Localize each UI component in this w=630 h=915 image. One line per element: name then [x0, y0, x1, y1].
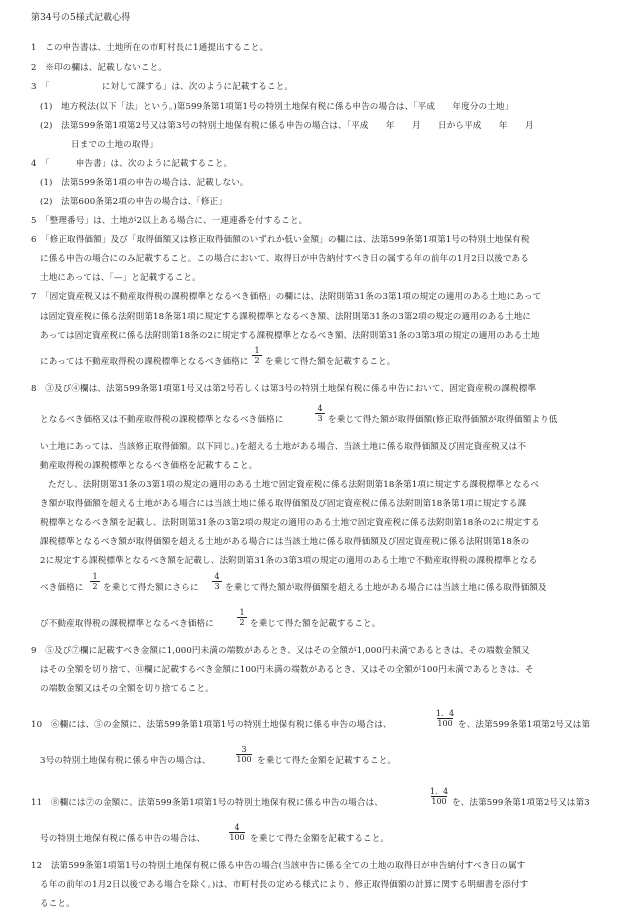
item-2: 2 ※印の欄は、記載しないこと。 [31, 63, 167, 73]
fraction-half: 1 2 [234, 608, 250, 627]
item-9: 9 ⑤及び⑦欄に記載すべき金額に1,000円未満の端数があるとき、又はその全額が1,000円未満であるときは、その端数金額又 [31, 646, 530, 656]
fraction-3-100: 3 100 [236, 745, 252, 764]
item-10: 10 ⑥欄には、⑤の金額に、法第599条第1項第1号の特別土地保有税に係る申告の場合は、 [31, 720, 392, 730]
item-7-cont: は固定資産税に係る法附則第18条第1項に規定する課税標準となるべき額、法附則第31条の3第2項の規定の適用のある土地に [40, 312, 532, 322]
item-6: 6 「修正取得価額」及び「取得価額又は修正取得価額のいずれか低い金額」の欄には、法第599条第1項第1号の特別土地保有税 [31, 235, 530, 245]
item-12: 12 法第599条第1項第1号の特別土地保有税に係る申告の場合(当該申告に係る全ての土地の取得日が申告納付すべき日の属す [31, 861, 526, 871]
item-9-cont: はその全額を切り捨て、⑪欄に記載するべき金額に100円未満の端数があるとき、又はその全額が100円未満であるときは、そ [40, 665, 534, 675]
item-6-cont: 土地にあっては、「—」と記載すること。 [40, 273, 201, 283]
fraction-half: 1 2 [87, 572, 103, 591]
item-8-cont: 動産取得税の課税標準となるべき価格を記載すること。 [40, 461, 258, 471]
fraction-1-4-100: 1．4 100 [435, 709, 455, 728]
item-6-cont: に係る申告の場合にのみ記載すること。この場合において、取得日が申告納付すべき日の属する年の前年の1月2日以後である [40, 254, 529, 264]
item-8-proviso-cont: を乗じて得た額にさらに [103, 583, 199, 593]
item-10-cont: を乗じて得た金額を記載すること。 [257, 756, 397, 766]
fraction-four-thirds: 4 3 [312, 404, 328, 423]
item-3-2: (2) 法第599条第1項第2号又は第3号の特別土地保有税に係る申告の場合は、「平成 年 月 日から平成 年 月 [40, 121, 534, 131]
item-4: 4 「 申告書」は、次のように記載すること。 [31, 159, 233, 169]
item-11-cont: 号の特別土地保有税に係る申告の場合は、 [40, 834, 206, 844]
item-8-cont: となるべき価格又は不動産取得税の課税標準となるべき価格に [40, 415, 284, 425]
item-8: 8 ③及び④欄は、法第599条第1項第1号又は第2号若しくは第3号の特別土地保有税に係る申告において、固定資産税の課税標準 [31, 384, 537, 394]
item-8-proviso: ただし、法附則第31条の3第1項の規定の適用のある土地で固定資産税に係る法附則第18条第1項に規定する課税標準となるべ [48, 480, 540, 490]
item-8-proviso-cont: き額が取得価額を超える土地がある場合には当該土地に係る取得価額及び固定資産税に係る法附則第18条第1項に規定する課 [40, 499, 527, 509]
item-5: 5 「整理番号」は、土地が2以上ある場合に、一連連番を付すること。 [31, 216, 308, 226]
item-10-cont: を、法第599条第1項第2号又は第 [458, 720, 591, 730]
page-title: 第34号の5様式記載心得 [31, 13, 131, 23]
item-4-1: (1) 法第599条第1項の申告の場合は、記載しない。 [40, 178, 249, 188]
item-11-cont: を乗じて得た金額を記載すること。 [250, 834, 390, 844]
item-7: 7 「固定資産税又は不動産取得税の課税標準となるべき価格」の欄には、法附則第31条の3第1項の規定の適用のある土地にあって [31, 292, 542, 302]
item-8-proviso-cont: を乗じて得た額を記載すること。 [250, 619, 381, 629]
item-8-proviso-cont: を乗じて得た額が取得価額を超える土地がある場合には当該土地に係る取得価額及 [225, 583, 547, 593]
fraction-4-100: 4 100 [229, 823, 245, 842]
item-7-cont: にあっては不動産取得税の課税標準となるべき価格に [40, 357, 249, 367]
item-7-cont: あっては固定資産税に係る法附則第18条の2に規定する課税標準となるべき額、法附則第31条の3第3項の規定の適用のある土地 [40, 331, 540, 341]
item-3: 3 「 に対して課する」は、次のように記載すること。 [31, 82, 294, 92]
item-11-cont: を、法第599条第1項第2号又は第3 [452, 798, 590, 808]
item-4-2: (2) 法第600条第2項の申告の場合は、「修正」 [40, 197, 227, 207]
item-8-proviso-cont: 課税標準となるべき額が取得価額を超える土地がある場合には当該土地に係る取得価額及び固定資産税に係る法附則第18条の [40, 537, 530, 547]
item-8-cont: い土地にあっては、当該修正取得価額。以下同じ。)を超える土地がある場合、当該土地に係る取得価額及び固定資産税又は不 [40, 442, 526, 452]
item-12-cont: ること。 [40, 899, 75, 909]
item-1: 1 この申告書は、土地所在の市町村長に1通提出すること。 [31, 43, 269, 53]
item-10-cont: 3号の特別土地保有税に係る申告の場合は、 [40, 756, 211, 766]
item-3-2-cont: 日までの土地の取得」 [71, 140, 158, 150]
item-8-proviso-cont: び不動産取得税の課税標準となるべき価格に [40, 619, 214, 629]
item-3-1: (1) 地方税法(以下「法」という。)第599条第1項第1号の特別土地保有税に係る申告の場合は、「平成 年度分の土地」 [40, 102, 514, 112]
item-8-proviso-cont: 2に規定する課税標準となるべき額を記載し、法附則第31条の3第3項の規定の適用のある土地で不動産取得税の課税標準となる [40, 556, 538, 566]
item-8-cont: を乗じて得た額が取得価額(修正取得価額が取得価額より低 [328, 415, 558, 425]
fraction-four-thirds: 4 3 [209, 572, 225, 591]
item-7-cont: を乗じて得た額を記載すること。 [265, 357, 396, 367]
item-11: 11 ⑧欄には⑦の金額に、法第599条第1項第1号の特別土地保有税に係る申告の場合は、 [31, 798, 383, 808]
fraction-half: 1 2 [249, 346, 265, 365]
fraction-1-4-100: 1．4 100 [429, 787, 449, 806]
item-9-cont: の端数金額又はその全額を切り捨てること。 [40, 684, 214, 694]
item-8-proviso-cont: 税標準となるべき額を記載し、法附則第31条の3第2項の規定の適用のある土地で固定資産税に係る法附則第18条の2に規定する [40, 518, 540, 528]
item-12-cont: る年の前年の1月2日以後である場合を除く。)は、市町村長の定める様式により、修正取得価額の計算に関する明細書を添付す [40, 880, 529, 890]
item-8-proviso-cont: べき価格に [40, 583, 84, 593]
